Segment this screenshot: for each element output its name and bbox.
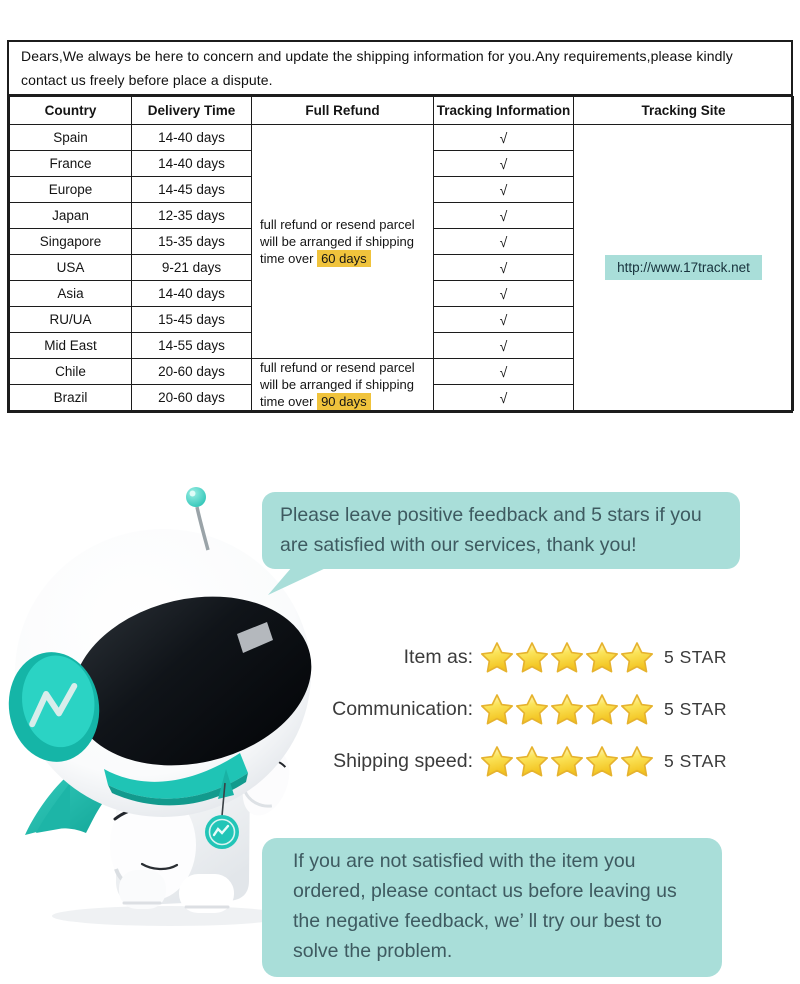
star-icon bbox=[550, 641, 584, 674]
tracking-check-cell: √ bbox=[434, 385, 574, 411]
star-rating bbox=[480, 693, 654, 726]
rating-suffix: 5 STAR bbox=[664, 698, 727, 719]
rating-label: Shipping speed: bbox=[333, 749, 473, 772]
country-cell: Asia bbox=[10, 281, 132, 307]
tracking-check-cell: √ bbox=[434, 255, 574, 281]
delivery-cell: 20-60 days bbox=[132, 385, 252, 411]
full-refund-cell-60 bbox=[252, 125, 434, 359]
star-icon bbox=[550, 693, 584, 726]
country-cell: Europe bbox=[10, 177, 132, 203]
star-rating bbox=[480, 641, 654, 674]
star-icon bbox=[585, 745, 619, 778]
tracking-check-cell: √ bbox=[434, 333, 574, 359]
star-icon bbox=[515, 745, 549, 778]
star-icon bbox=[515, 641, 549, 674]
rating-row-item-as bbox=[0, 640, 728, 674]
star-icon bbox=[585, 693, 619, 726]
country-cell: Chile bbox=[10, 359, 132, 385]
ratings-block bbox=[0, 640, 728, 796]
tracking-check-cell: √ bbox=[434, 229, 574, 255]
col-header-country: Country bbox=[10, 97, 132, 125]
tracking-check-cell: √ bbox=[434, 307, 574, 333]
star-icon bbox=[480, 641, 514, 674]
star-icon bbox=[515, 693, 549, 726]
tracking-check-cell: √ bbox=[434, 203, 574, 229]
star-icon bbox=[550, 745, 584, 778]
full-refund-cell-90 bbox=[252, 359, 434, 411]
star-icon bbox=[585, 641, 619, 674]
country-cell: Brazil bbox=[10, 385, 132, 411]
refund-text: full refund or resend parcel will be arranged if shipping time over bbox=[260, 217, 415, 266]
country-cell: Singapore bbox=[10, 229, 132, 255]
country-cell: Spain bbox=[10, 125, 132, 151]
tracking-check-cell: √ bbox=[434, 281, 574, 307]
tracking-check-cell: √ bbox=[434, 151, 574, 177]
tracking-site-link[interactable]: http://www.17track.net bbox=[605, 255, 762, 280]
dispute-warning-text: If you are not satisfied with the item you ordered, please contact us before leaving us the negative feedback, we’ ll try our best to solve the problem. bbox=[293, 850, 677, 962]
country-cell: USA bbox=[10, 255, 132, 281]
tracking-check-cell: √ bbox=[434, 359, 574, 385]
refund-days-highlight: 90 days bbox=[317, 393, 371, 410]
col-header-delivery-time: Delivery Time bbox=[132, 97, 252, 125]
delivery-cell: 14-55 days bbox=[132, 333, 252, 359]
rating-label: Item as: bbox=[403, 645, 473, 668]
col-header-full-refund: Full Refund bbox=[252, 97, 434, 125]
col-header-tracking-site: Tracking Site bbox=[574, 97, 794, 125]
refund-text: full refund or resend parcel will be arranged if shipping time over bbox=[260, 360, 415, 409]
tracking-site-cell bbox=[574, 125, 794, 411]
country-cell: France bbox=[10, 151, 132, 177]
country-cell: RU/UA bbox=[10, 307, 132, 333]
feedback-request-bubble bbox=[262, 492, 740, 569]
star-icon bbox=[480, 693, 514, 726]
shipping-table-panel bbox=[7, 40, 793, 413]
rating-label: Communication: bbox=[332, 697, 473, 720]
rating-row-communication bbox=[0, 692, 728, 726]
delivery-cell: 14-40 days bbox=[132, 151, 252, 177]
country-cell: Mid East bbox=[10, 333, 132, 359]
rating-suffix: 5 STAR bbox=[664, 646, 727, 667]
tracking-check-cell: √ bbox=[434, 125, 574, 151]
star-icon bbox=[480, 745, 514, 778]
star-icon bbox=[620, 641, 654, 674]
refund-days-highlight: 60 days bbox=[317, 250, 371, 267]
star-rating bbox=[480, 745, 654, 778]
intro-text: Dears,We always be here to concern and update the shipping information for you.Any requirements,please kindly contact us freely before place a dispute. bbox=[9, 42, 791, 96]
col-header-tracking-information: Tracking Information bbox=[434, 97, 574, 125]
star-icon bbox=[620, 745, 654, 778]
rating-suffix: 5 STAR bbox=[664, 750, 727, 771]
country-cell: Japan bbox=[10, 203, 132, 229]
delivery-cell: 14-40 days bbox=[132, 281, 252, 307]
delivery-cell: 12-35 days bbox=[132, 203, 252, 229]
shipping-table bbox=[9, 96, 794, 411]
delivery-cell: 15-45 days bbox=[132, 307, 252, 333]
delivery-cell: 20-60 days bbox=[132, 359, 252, 385]
delivery-cell: 14-45 days bbox=[132, 177, 252, 203]
dispute-warning-bubble bbox=[262, 838, 722, 977]
tracking-check-cell: √ bbox=[434, 177, 574, 203]
table-header-row bbox=[10, 97, 794, 125]
delivery-cell: 9-21 days bbox=[132, 255, 252, 281]
feedback-request-text: Please leave positive feedback and 5 stars if you are satisfied with our services, thank you! bbox=[280, 504, 702, 556]
table-row bbox=[10, 125, 794, 151]
rating-row-shipping-speed bbox=[0, 744, 728, 778]
star-icon bbox=[620, 693, 654, 726]
delivery-cell: 15-35 days bbox=[132, 229, 252, 255]
bubble-tail bbox=[268, 567, 330, 595]
delivery-cell: 14-40 days bbox=[132, 125, 252, 151]
